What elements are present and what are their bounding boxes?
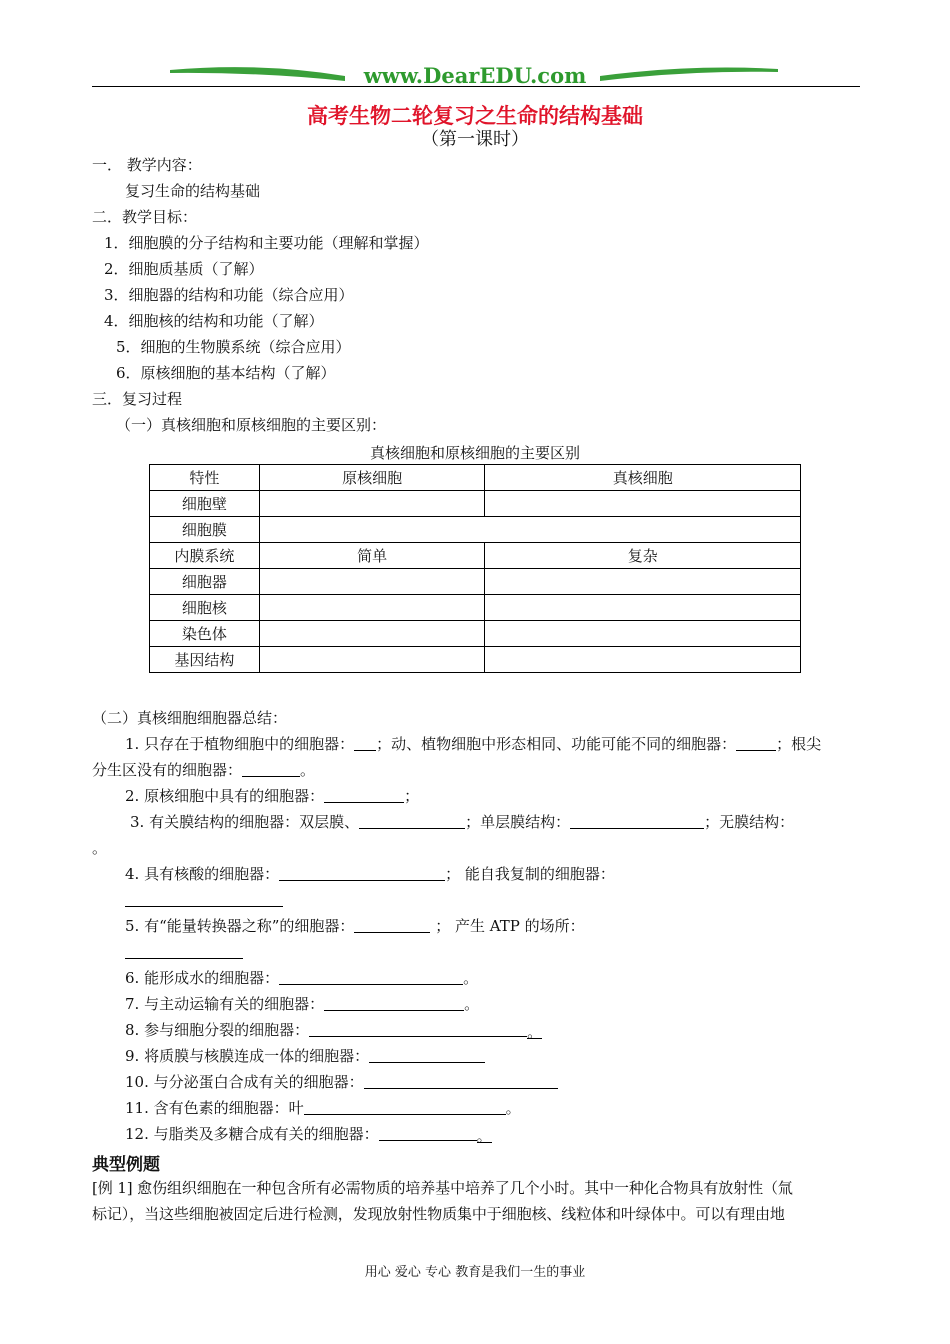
table-row-label: 细胞膜 [150, 517, 260, 543]
subsection2-heading: （二）真核细胞细胞器总结： [92, 709, 288, 727]
question-text: 。 [476, 1127, 492, 1145]
answer-blank[interactable] [242, 760, 300, 777]
answer-blank[interactable] [324, 994, 464, 1011]
answer-blank[interactable] [364, 1072, 558, 1089]
objective-item: 3．细胞器的结构和功能（综合应用） [104, 286, 354, 304]
table-row [150, 517, 801, 543]
question-text: ； 能自我复制的细胞器： [445, 865, 615, 883]
table-row-label: 基因结构 [150, 647, 260, 673]
question-2 [125, 786, 419, 806]
question-text: 6. 能形成水的细胞器： [125, 969, 280, 987]
question-7 [125, 994, 479, 1014]
question-text: 5. 有“能量转换器之称”的细胞器： [125, 917, 355, 935]
example-1-line: 标记），当这些细胞被固定后进行检测，发现放射性物质集中于细胞核、线粒体和叶绿体中。可以有理由地 [92, 1205, 785, 1223]
table-row-label: 细胞核 [150, 595, 260, 621]
question-text: 4. 具有核酸的细胞器： [125, 865, 280, 883]
question-3 [130, 812, 794, 832]
question-3-cont: 。 [92, 839, 108, 857]
question-1 [125, 734, 821, 754]
question-12 [125, 1124, 492, 1144]
question-text: 10. 与分泌蛋白合成有关的细胞器： [125, 1073, 364, 1091]
answer-blank[interactable] [570, 812, 704, 829]
header-rule [92, 86, 860, 87]
answer-blank[interactable] [279, 968, 463, 985]
table-cell [485, 595, 801, 621]
question-text: ； [404, 787, 420, 805]
table-cell [259, 517, 800, 543]
table-row [150, 491, 801, 517]
question-text: 分生区没有的细胞器： [92, 761, 243, 779]
question-text: ；无膜结构： [704, 813, 795, 831]
page-title: 高考生物二轮复习之生命的结构基础 [307, 103, 643, 128]
answer-blank[interactable] [125, 942, 243, 959]
page-footer: 用心 爱心 专心 教育是我们一生的事业 [364, 1265, 586, 1280]
answer-blank[interactable] [304, 1098, 506, 1115]
table-row [150, 647, 801, 673]
section1-heading: 一． 教学内容： [92, 156, 202, 174]
answer-blank[interactable] [125, 890, 283, 907]
objective-item: 6．原核细胞的基本结构（了解） [116, 364, 336, 382]
table-cell [485, 647, 801, 673]
question-8 [125, 1020, 542, 1040]
section2-heading: 二．教学目标： [92, 208, 198, 226]
table-header-cell: 原核细胞 [259, 465, 485, 491]
question-text: 3. 有关膜结构的细胞器：双层膜、 [130, 813, 360, 831]
answer-blank[interactable] [309, 1020, 527, 1037]
logo-text: www.DearEDU.com [363, 63, 587, 88]
answer-blank[interactable] [736, 734, 776, 751]
examples-heading: 典型例题 [92, 1155, 160, 1175]
question-5-cont [125, 942, 243, 962]
answer-blank[interactable] [279, 864, 445, 881]
question-text: ； 产生 ATP 的场所： [430, 917, 585, 935]
table-row-label: 染色体 [150, 621, 260, 647]
question-text: 。 [464, 995, 480, 1013]
answer-blank[interactable] [354, 916, 430, 933]
question-text: 12. 与脂类及多糖合成有关的细胞器： [125, 1125, 379, 1143]
table-caption: 真核细胞和原核细胞的主要区别 [369, 444, 580, 462]
question-text: 7. 与主动运输有关的细胞器： [125, 995, 325, 1013]
table-row-label: 细胞器 [150, 569, 260, 595]
objective-item: 1．细胞膜的分子结构和主要功能（理解和掌握） [104, 234, 429, 252]
table-row [150, 569, 801, 595]
objective-item: 4．细胞核的结构和功能（了解） [104, 312, 324, 330]
table-row-label: 细胞壁 [150, 491, 260, 517]
question-text: ；动、植物细胞中形态相同、功能可能不同的细胞器： [376, 735, 737, 753]
table-cell [485, 621, 801, 647]
table-row [150, 543, 801, 569]
question-text: ；根尖 [776, 735, 822, 753]
comparison-table [149, 464, 801, 673]
table-cell: 简单 [259, 543, 485, 569]
table-cell [259, 647, 485, 673]
question-10 [125, 1072, 558, 1092]
objective-item: 5．细胞的生物膜系统（综合应用） [116, 338, 351, 356]
table-header-cell: 特性 [150, 465, 260, 491]
section3-heading: 三．复习过程 [92, 390, 183, 408]
table-cell: 复杂 [485, 543, 801, 569]
question-text: 。 [300, 761, 316, 779]
table-cell [485, 491, 801, 517]
question-text: 。 [527, 1023, 543, 1041]
question-4 [125, 864, 615, 884]
answer-blank[interactable] [354, 734, 376, 751]
question-9 [125, 1046, 485, 1066]
page-subtitle: （第一课时） [421, 129, 529, 150]
question-text: 8. 参与细胞分裂的细胞器： [125, 1021, 310, 1039]
objective-item: 2．细胞质基质（了解） [104, 260, 264, 278]
question-11 [125, 1098, 521, 1118]
answer-blank[interactable] [324, 786, 404, 803]
answer-blank[interactable] [359, 812, 465, 829]
answer-blank[interactable] [369, 1046, 485, 1063]
table-cell [259, 569, 485, 595]
question-1-cont [92, 760, 315, 780]
question-text: 。 [463, 969, 479, 987]
question-text: 9. 将质膜与核膜连成一体的细胞器： [125, 1047, 370, 1065]
example-1-line: [例 1] 愈伤组织细胞在一种包含所有必需物质的培养基中培养了几个小时。其中一种化合物具有放射性（氚 [92, 1179, 793, 1197]
table-row [150, 621, 801, 647]
table-cell [259, 595, 485, 621]
question-text: 2. 原核细胞中具有的细胞器： [125, 787, 325, 805]
section1-body: 复习生命的结构基础 [125, 182, 261, 200]
question-6 [125, 968, 478, 988]
subsection1-heading: （一）真核细胞和原核细胞的主要区别： [116, 416, 387, 434]
table-row-label: 内膜系统 [150, 543, 260, 569]
question-5 [125, 916, 585, 936]
table-row [150, 595, 801, 621]
table-header-cell: 真核细胞 [485, 465, 801, 491]
question-text: 1. 只存在于植物细胞中的细胞器： [125, 735, 355, 753]
answer-blank[interactable] [379, 1124, 477, 1141]
question-text: 11. 含有色素的细胞器：叶 [125, 1099, 304, 1117]
table-cell [259, 491, 485, 517]
question-4-cont [125, 890, 283, 910]
question-text: ；单层膜结构： [465, 813, 571, 831]
table-cell [485, 569, 801, 595]
table-cell [259, 621, 485, 647]
question-text: 。 [505, 1099, 521, 1117]
table-header-row [150, 465, 801, 491]
